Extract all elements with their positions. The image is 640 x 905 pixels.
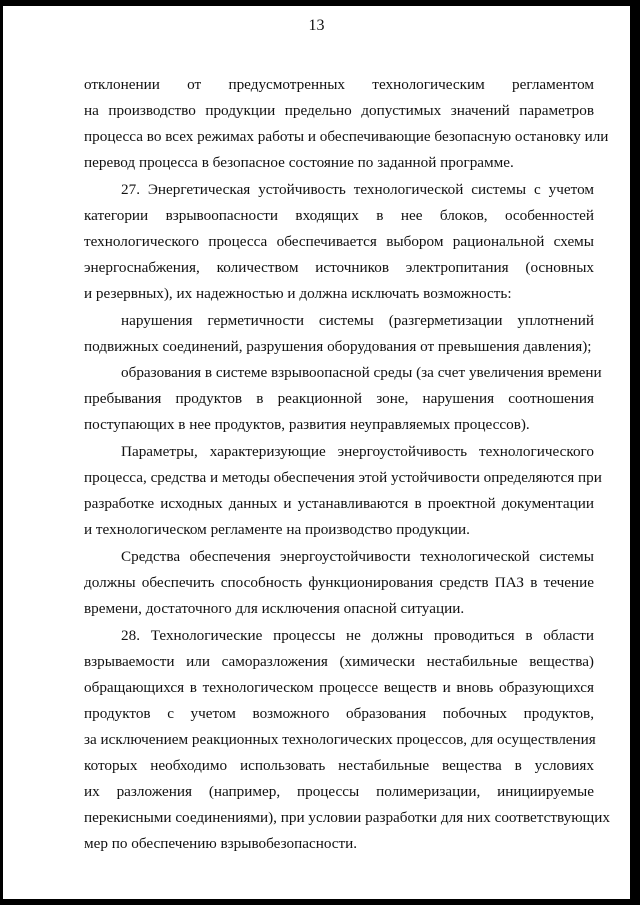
text-line: их разложения (например, процессы полимеризации, инициируемые (84, 783, 594, 800)
text-line: отклонении от предусмотренных технологическим регламентом (84, 76, 594, 93)
text-line: нарушения герметичности системы (разгерметизации уплотнений (121, 312, 594, 329)
text-line: энергоснабжения, количеством источников электропитания (основных (84, 259, 594, 276)
text-line: процесса во всех режимах работы и обеспечивающие безопасную остановку или (84, 128, 609, 145)
text-line: обращающихся в технологическом процессе веществ и вновь образующихся (84, 679, 594, 696)
text-line: времени, достаточного для исключения опасной ситуации. (84, 600, 465, 617)
paragraph-28-start: 28. Технологические процессы не должны проводиться в области (121, 627, 594, 644)
text-line: на производство продукции предельно допустимых значений параметров (84, 102, 594, 119)
text-line: Параметры, характеризующие энергоустойчивость технологического (121, 443, 594, 460)
text-line: процесса, средства и методы обеспечения этой устойчивости определяются при (84, 469, 602, 486)
text-line: категории взрывоопасности входящих в нее блоков, особенностей (84, 207, 594, 224)
text-line: за исключением реакционных технологических процессов, для осуществления (84, 731, 596, 748)
paragraph-27-start: 27. Энергетическая устойчивость технологической системы с учетом (121, 181, 594, 198)
text-line: продуктов с учетом возможного образования побочных продуктов, (84, 705, 594, 722)
text-line: Средства обеспечения энергоустойчивости технологической системы (121, 548, 594, 565)
text-line: пребывания продуктов в реакционной зоне, нарушения соотношения (84, 390, 594, 407)
text-line: и технологическом регламенте на производство продукции. (84, 521, 470, 538)
text-line: должны обеспечить способность функционирования средств ПАЗ в течение (84, 574, 594, 591)
text-line: и резервных), их надежностью и должна исключать возможность: (84, 285, 512, 302)
page-number: 13 (308, 17, 325, 34)
text-line: подвижных соединений, разрушения оборудования от превышения давления); (84, 338, 592, 355)
text-line: которых необходимо использовать нестабильные вещества в условиях (84, 757, 594, 774)
document-page (3, 6, 630, 899)
text-line: перекисными соединениями), при условии разработки для них соответствующих (84, 809, 610, 826)
text-line: технологического процесса обеспечивается выбором рациональной схемы (84, 233, 594, 250)
text-line: разработке исходных данных и устанавливаются в проектной документации (84, 495, 594, 512)
text-line: взрываемости или саморазложения (химически нестабильные вещества) (84, 653, 594, 670)
text-line: мер по обеспечению взрывобезопасности. (84, 835, 358, 852)
text-line: поступающих в нее продуктов, развития неуправляемых процессов). (84, 416, 530, 433)
text-line: образования в системе взрывоопасной среды (за счет увеличения времени (121, 364, 602, 381)
text-line: перевод процесса в безопасное состояние по заданной программе. (84, 154, 514, 171)
